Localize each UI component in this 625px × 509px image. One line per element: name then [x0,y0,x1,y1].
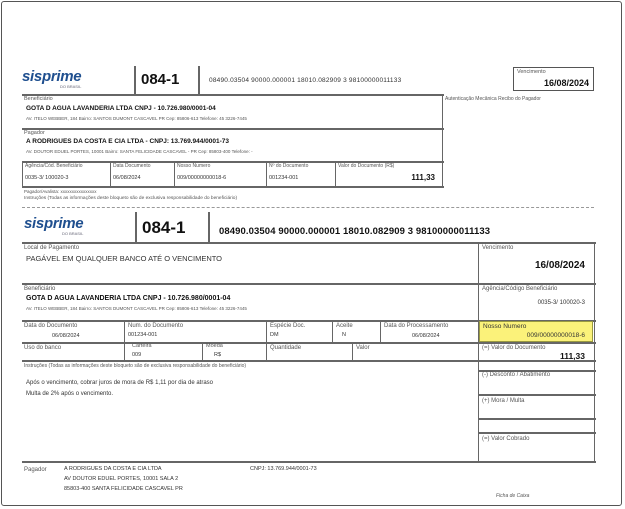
vencimento-bottom: 16/08/2024 [534,260,585,271]
digitable-line-bottom[interactable]: 08490.03504 90000.000001 18010.082909 3 98100000011133 [219,226,491,237]
autenticacao-label: Autenticação Mecânica Recibo do Pagador [445,96,541,102]
top-nosso-numero: 009/00000000018-6 [177,175,227,181]
moeda: R$ [214,352,222,358]
vencimento-value: 16/08/2024 [543,78,589,88]
pagador-addr2: 85803-400 SANTA FELICIDADE CASCAVEL PR [64,486,183,492]
top-beneficiario: GOTA D AGUA LAVANDERIA LTDA CNPJ - 10.726.980/0001-04 [26,105,216,112]
local-pagamento: PAGÁVEL EM QUALQUER BANCO ATÉ O VENCIMENTO [26,254,223,263]
data-processamento: 06/08/2024 [412,333,440,339]
bank-code: 084-1 [141,71,180,88]
pagador-cnpj: CNPJ: 13.769.944/0001-73 [250,466,317,472]
pagador-name: A RODRIGUES DA COSTA E CIA LTDA [64,466,162,472]
beneficiario-addr-bottom: AV. ITELO WEBBER, 184 Bairro: SANTOS DUMONT CASCAVEL PR Cep: 85806-613 Telefone: 45 3226-7445 [26,306,247,311]
instrucao-multa: Multa de 2% após o vencimento. [26,391,114,397]
sisprime-logo-bottom: sisprime DO BRASIL [24,215,84,236]
valor-documento: 111,33 [559,351,585,361]
sisprime-logo: sisprime DO BRASIL [22,68,82,89]
vencimento-box-top: Vencimento 16/08/2024 [513,67,594,91]
instrucao-juros: Após o vencimento, cobrar juros de mora de R$ 1,11 por dia de atraso [26,380,213,386]
aceite: N [342,332,346,338]
beneficiario-bottom: GOTA D AGUA LAVANDERIA LTDA CNPJ - 10.726.980/0001-04 [26,295,231,302]
carteira: 009 [132,352,142,358]
data-documento: 06/08/2024 [52,333,80,339]
cut-line [22,207,594,208]
ficha-label: Ficha de Caixa [496,493,530,499]
instrucoes: Instruções (Todas as informações deste bloqueto são de exclusiva responsabilidade do beneficiário) [24,363,247,369]
top-num-doc: 001234-001 [269,175,299,181]
top-instrucoes: Instruções (Todas as informações deste bloqueto são de exclusiva responsabilidade do beneficiário) [24,196,238,201]
boleto-page: sisprime DO BRASIL 084-1 08490.03504 90000.000001 18010.082909 3 98100000011133 Vencimento 16/08/2024 Autenticação Mecânica Recibo do Pagador Beneficiário GOTA D AGUA LAVANDERIA LTDA CNPJ - 10.726.980/0001-04 AV. ITELO WEBBER, 184 Bairro: SANTOS DUMONT CASCAVEL PR Cep: 85806-613 Telefone: 45 3226-7445 Pagador A RODRIGUES DA COSTA E CIA LTDA - CNPJ: 13.769.944/0001-73 AV. DOUTOR EDUEL PORTES, 10001 Bairro: SANTA FELICIDADE CASCAVEL - PR Cep: 85803-400 Telefone: - Agência/Cód. Beneficiário 0035-3/ 100020-3 Data Documento 06/08/2024 Nosso Numero 009/00000000018-6 Nº do Documento 001234-001 Valor do Documento (R$) 111,33 Pagador/Avalista: xxxxxxxxxxxxxxxx Instruções (Todas as informações deste bloqueto são de exclusiva responsabilidade do beneficiário) sisprime DO BRASIL 084-1 08490.03504 90000.000001 18010.082909 3 98100000011133 Local de Pagamento PAGÁVEL EM QUALQUER BANCO ATÉ O VENCIMENTO Vencimento 16/08/2024 Beneficiário GOTA D AGUA LAVANDERIA LTDA CNPJ - 10.726.980/0001-04 AV. ITELO WEBBER, 184 Bairro: SANTOS DUMONT CASCAVEL PR Cep: 85806-613 Telefone: 45 3226-7445 Agência/Código Beneficiário 0035-3/ 100020-3 Data do Documento 06/08/2024 Num. do Documento 001234-001 Espécie Doc. DM Aceite N Data do Processamento 06/08/2024 Nosso Numero 009/00000000018-6 Uso do banco Carteira 009 Moeda R$ Quantidade Valor (=) Valor do Documento 111,33 Instruções (Todas as informações deste bloqueto são de exclusiva responsabilidade do beneficiário) Após o vencimento, cobrar juros de mora de R$ 1,11 por dia de atraso Multa de 2% após o vencimento. (-) Desconto / Abatimento (+) Mora / Multa (=) Valor Cobrado Pagador A RODRIGUES DA COSTA E CIA LTDA CNPJ: 13.769.944/0001-73 AV DOUTOR EDUEL PORTES, 10001 SALA 2 85803-400 SANTA FELICIDADE CASCAVEL PR Ficha de Caixa [1,1,622,506]
top-data-doc: 06/08/2024 [113,175,141,181]
top-pagador: A RODRIGUES DA COSTA E CIA LTDA - CNPJ: 13.769.944/0001-73 [26,138,229,145]
nosso-numero: 009/00000000018-6 [526,332,585,339]
especie-doc: DM [270,332,279,338]
agencia-bottom: 0035-3/ 100020-3 [537,300,585,306]
top-beneficiario-addr: AV. ITELO WEBBER, 184 Bairro: SANTOS DUMONT CASCAVEL PR Cep: 85806-613 Telefone: 45 3226-7445 [26,116,247,121]
top-pagador-addr: AV. DOUTOR EDUEL PORTES, 10001 Bairro: SANTA FELICIDADE CASCAVEL - PR Cep: 85803-400 Telefone: - [26,149,253,154]
top-valor-doc: 111,33 [411,173,435,182]
bank-code-bottom: 084-1 [142,218,186,237]
num-documento: 001234-001 [128,332,158,338]
top-agencia: 0035-3/ 100020-3 [25,175,69,181]
pagador-addr1: AV DOUTOR EDUEL PORTES, 10001 SALA 2 [64,476,179,482]
digitable-line[interactable]: 08490.03504 90000.000001 18010.082909 3 98100000011133 [209,77,402,84]
